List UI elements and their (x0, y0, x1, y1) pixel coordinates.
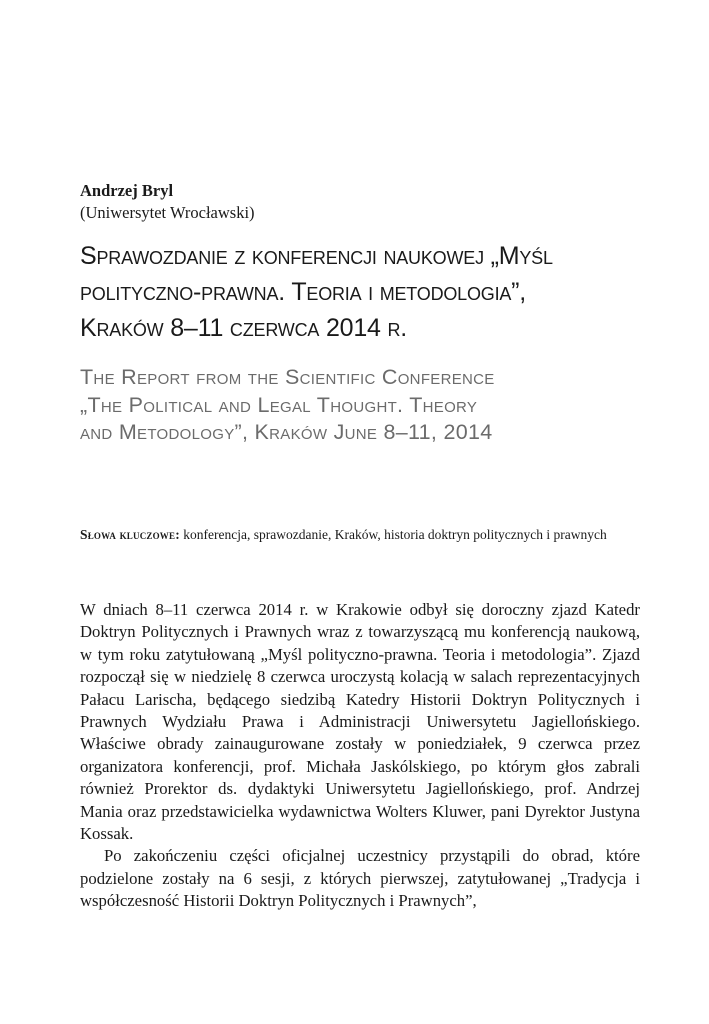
keywords-text: konferencja, sprawozdanie, Kraków, historia doktryn politycznych i prawnych (179, 527, 607, 542)
title-english-line: The Report from the Scientific Conference (80, 365, 495, 389)
title-english-line: „The Political and Legal Thought. Theory (80, 392, 478, 417)
keywords-label: Słowa kluczowe: (80, 527, 180, 542)
author-name: Andrzej Bryl (80, 181, 174, 200)
title-polish-line: Kraków 8–11 czerwca 2014 r. (80, 314, 408, 342)
paragraph: W dniach 8–11 czerwca 2014 r. w Krakowie odbył się doroczny zjazd Katedr Doktryn Politycznych i Prawnych wraz z towarzyszącą mu konferencją naukową, w tym roku zatytułowaną „Myśl polityczno-prawna. Teoria i metodologia”. Zjazd rozpoczął się w niedzielę 8 czerwca uroczystą kolacją w salach reprezentacyjnych Pałacu Larischa, będącego siedzibą Katedry Historii Doktryn Politycznych i Prawnych Wydziału Prawa i Administracji Uniwersytetu Jagiellońskiego. Właściwe obrady zainaugurowane zostały w poniedziałek, 9 czerwca przez organizatora konferencji, prof. Michała Jaskólskiego, po którym głos zabrali również Prorektor ds. dydaktyki Uniwersytetu Jagiellońskiego, prof. Andrzej Mania oraz przedstawicielka wydawnictwa Wolters Kluwer, pani Dyrektor Justyna Kossak. (80, 600, 640, 844)
title-polish-line: polityczno-prawna. Teoria i metodologia”, (80, 278, 527, 306)
article-body (80, 599, 640, 913)
title-polish-line: Sprawozdanie z konferencji naukowej „Myśl (80, 242, 553, 270)
author-affiliation: (Uniwersytet Wrocławski) (80, 203, 255, 222)
title-english (80, 364, 640, 447)
title-polish (80, 238, 640, 346)
title-english-line: and Metodology”, Kraków June 8–11, 2014 (80, 420, 493, 444)
keywords (80, 524, 640, 546)
paragraph: Po zakończeniu części oficjalnej uczestnicy przystąpili do obrad, które podzielone zostały na 6 sesji, z których pierwszej, zatytułowanej „Tradycja i współczesność Historii Doktryn Politycznych i Prawnych”, (80, 846, 640, 911)
